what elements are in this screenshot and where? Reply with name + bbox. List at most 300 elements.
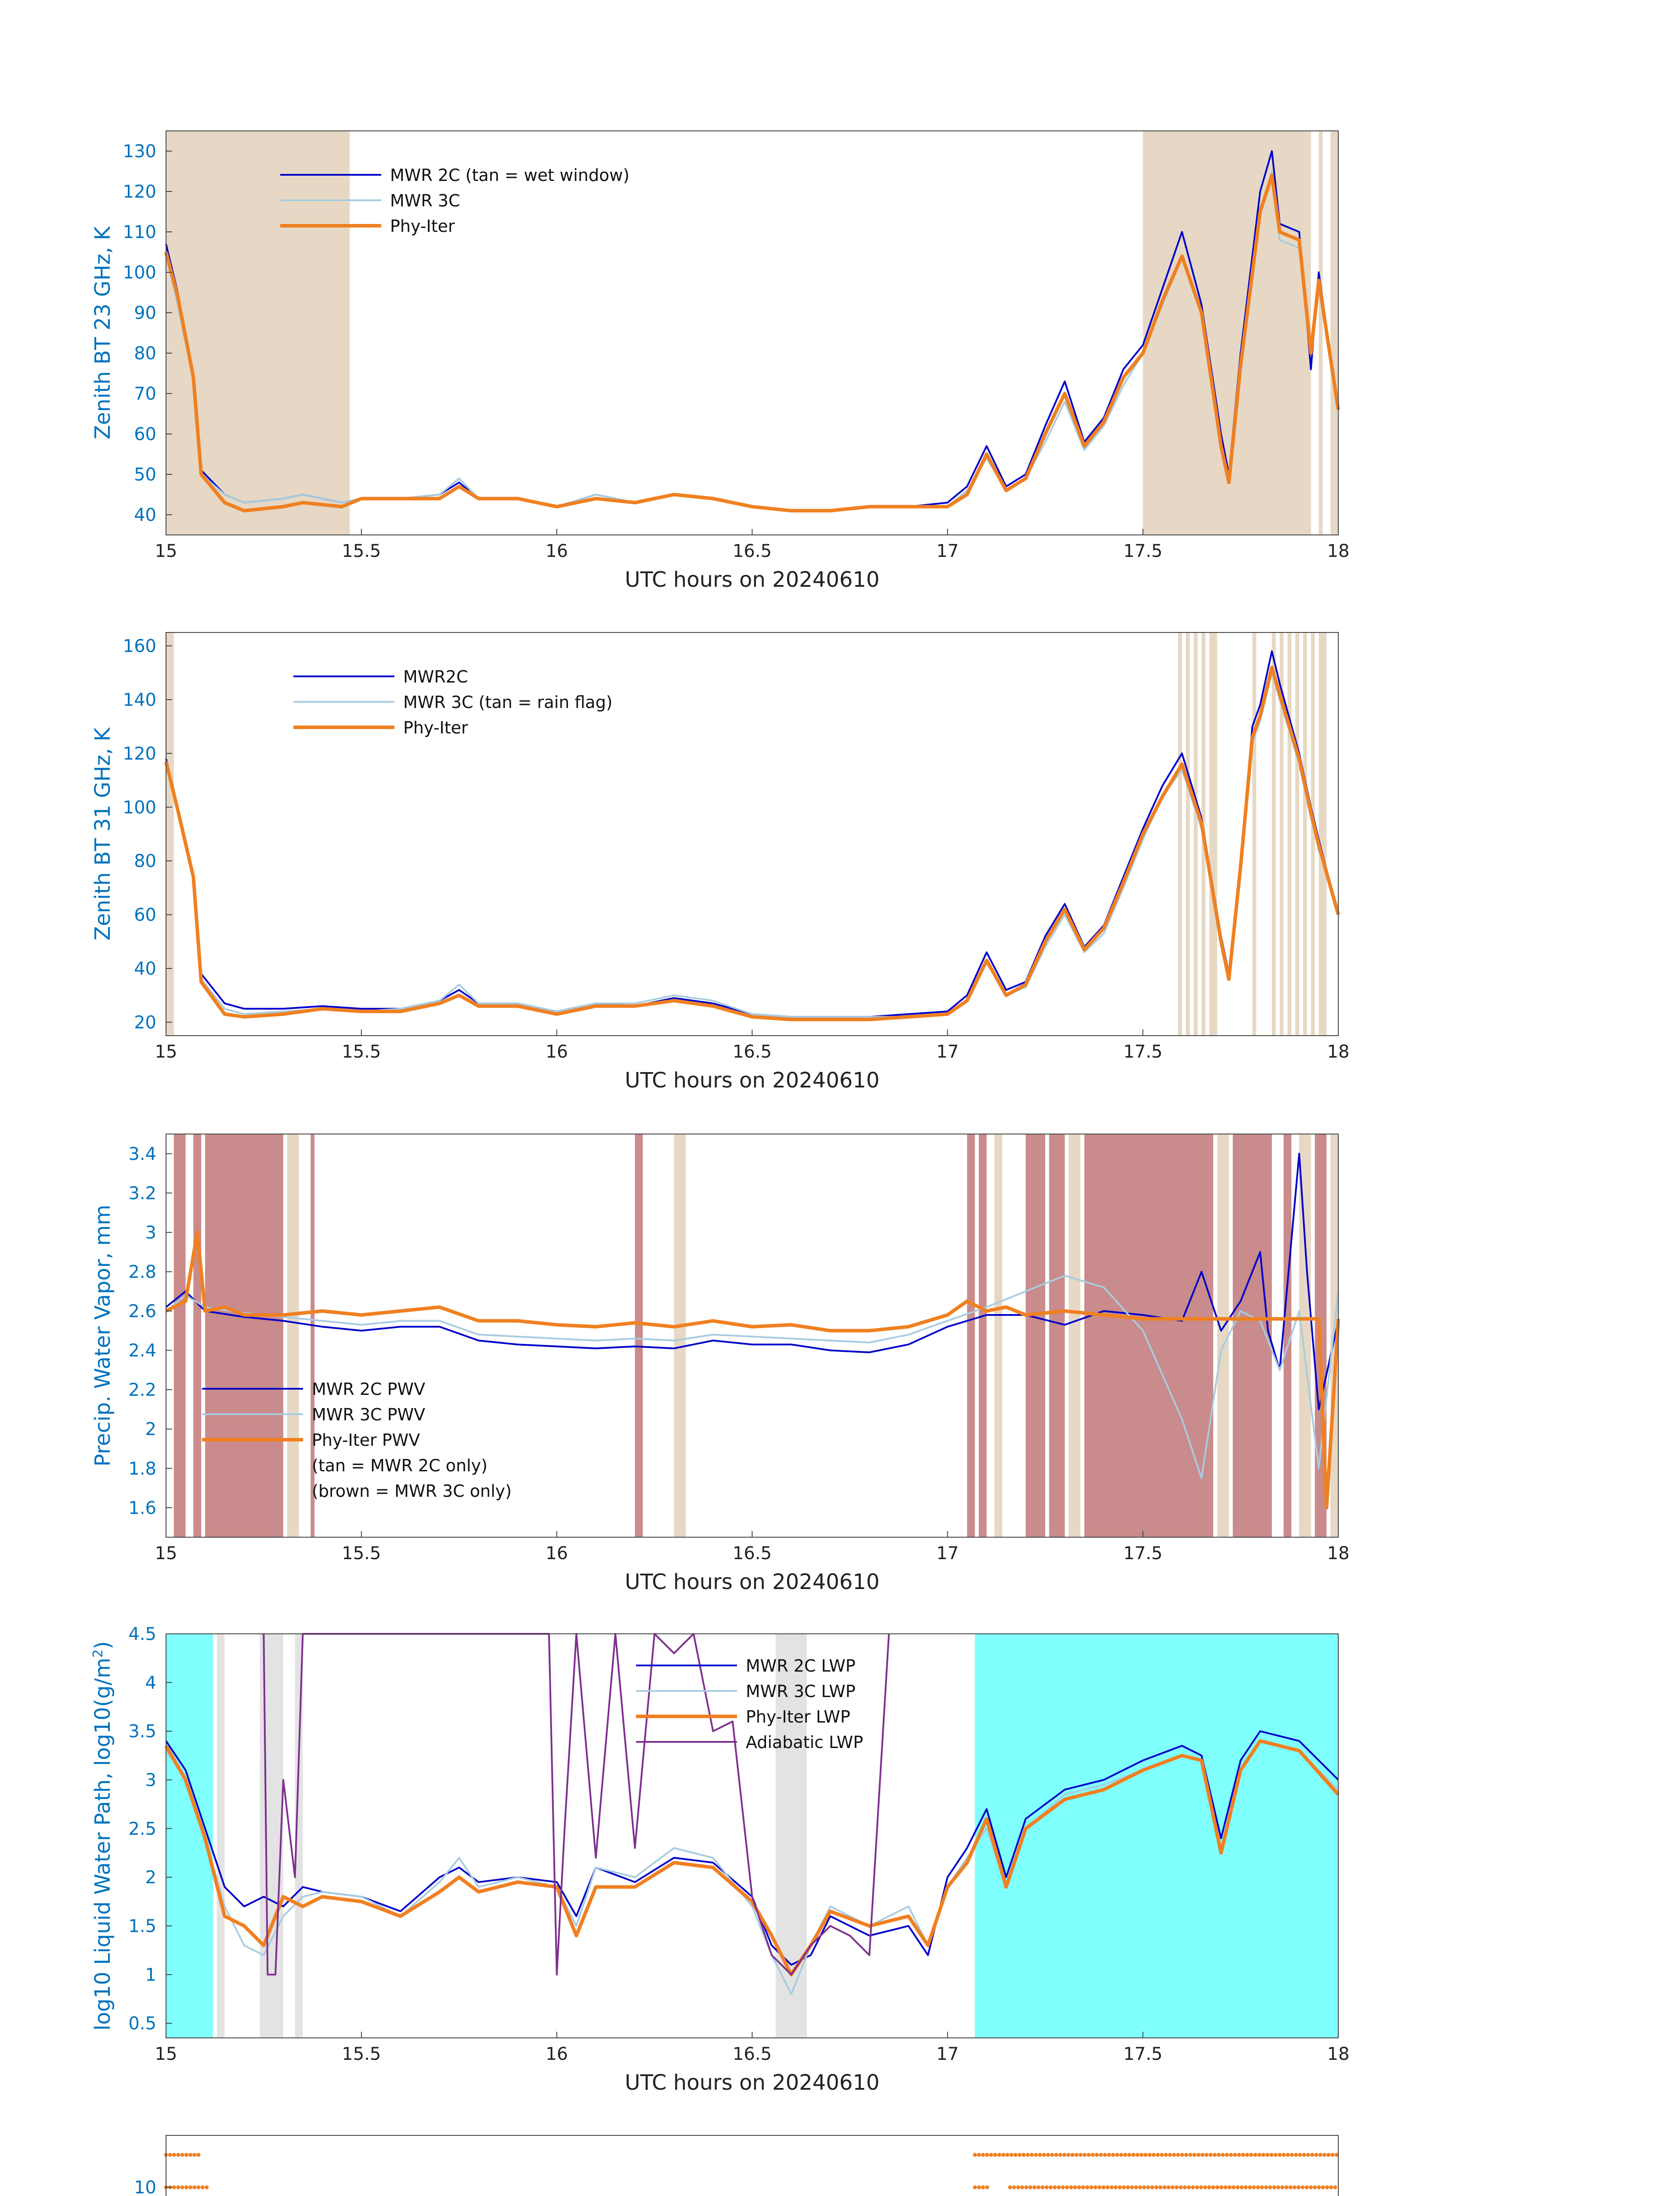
dq-flag-point: [1026, 2153, 1030, 2157]
x-tick-label: 18: [1327, 1543, 1350, 1564]
y-tick-label: 100: [123, 263, 156, 283]
dq-flag-point: [1024, 2185, 1028, 2189]
dq-flag-point: [1187, 2185, 1191, 2189]
panel-3-x-axis-label: UTC hours on 20240610: [625, 1570, 880, 1594]
dq-flag-point: [1091, 2153, 1095, 2157]
dq-flag-point: [1012, 2185, 1016, 2189]
dq-flag-point: [1213, 2153, 1217, 2157]
dq-flag-point: [1326, 2153, 1330, 2157]
dq-flag-point: [1020, 2185, 1024, 2189]
dq-flag-point: [1183, 2185, 1187, 2189]
x-tick-label: 16.5: [732, 541, 772, 561]
y-tick-label: 40: [134, 505, 156, 525]
y-tick-label: 3.5: [128, 1721, 156, 1742]
dq-flag-point: [1322, 2153, 1326, 2157]
panel-1-x-axis-label: UTC hours on 20240610: [625, 567, 880, 592]
panel-3-legend-note-tan: (tan = MWR 2C only): [312, 1456, 488, 1475]
panel-3-legend-label-phy-iter: Phy-Iter PWV: [312, 1430, 420, 1450]
dq-flag-point: [1289, 2185, 1293, 2189]
y-tick-label: 0.5: [128, 2013, 156, 2034]
dq-flag-point: [973, 2185, 977, 2189]
dq-flag-point: [1016, 2185, 1020, 2189]
y-tick-label: 2: [145, 1867, 156, 1888]
dq-flag-point: [1049, 2185, 1053, 2189]
dq-flag-point: [1272, 2185, 1276, 2189]
x-tick-label: 16.5: [732, 1042, 772, 1062]
dq-flag-point: [1179, 2185, 1183, 2189]
y-tick-label: 4.5: [128, 1624, 156, 1644]
y-tick-label: 2.5: [128, 1819, 156, 1839]
dq-flag-point: [1282, 2153, 1286, 2157]
x-tick-label: 17.5: [1123, 541, 1163, 561]
dq-flag-point: [1118, 2185, 1122, 2189]
panel-4-legend-label-phy-iter: Phy-Iter LWP: [746, 1707, 850, 1726]
y-tick-label: 60: [134, 905, 156, 925]
dq-flag-point: [1079, 2153, 1083, 2157]
dq-flag-point: [1319, 2153, 1322, 2157]
dq-flag-point: [1264, 2185, 1268, 2189]
dq-flag-point: [1219, 2185, 1223, 2189]
dq-flag-point: [1138, 2185, 1142, 2189]
dq-flag-point: [1038, 2153, 1042, 2157]
dq-flag-point: [1171, 2185, 1174, 2189]
panel-2-shaded-region: [166, 632, 174, 1036]
dq-flag-point: [1070, 2153, 1074, 2157]
dq-flag-point: [168, 2153, 172, 2157]
dq-flag-point: [1298, 2153, 1302, 2157]
dq-flag-point: [1209, 2153, 1213, 2157]
panel-3-shaded-region: [979, 1134, 987, 1537]
panel-4-x-axis-label: UTC hours on 20240610: [625, 2070, 880, 2095]
dq-flag-point: [1102, 2185, 1106, 2189]
dq-flag-point: [1203, 2185, 1207, 2189]
dq-flag-point: [1168, 2153, 1172, 2157]
dq-flag-point: [1333, 2185, 1337, 2189]
panel-2-shaded-region: [1209, 632, 1217, 1036]
y-tick-label: 50: [134, 465, 156, 485]
dq-flag-point: [1175, 2185, 1179, 2189]
dq-flag-point: [1244, 2185, 1248, 2189]
dq-flag-point: [1114, 2185, 1118, 2189]
dq-flag-point: [1305, 2185, 1309, 2189]
panel-4-shaded-region: [260, 1634, 283, 2038]
x-tick-label: 16.5: [732, 2044, 772, 2064]
panel-3-shaded-region: [287, 1134, 299, 1537]
dq-flag-point: [1232, 2185, 1236, 2189]
panel-3-legend-label-mwr2c: MWR 2C PWV: [312, 1380, 426, 1399]
panel-3-shaded-region: [1069, 1134, 1080, 1537]
dq-flag-point: [1260, 2185, 1264, 2189]
panel-3-shaded-region: [193, 1134, 201, 1537]
x-tick-label: 16: [546, 2044, 568, 2064]
dq-flag-point: [1261, 2153, 1265, 2157]
x-tick-label: 15: [155, 1543, 177, 1564]
dq-flag-point: [1065, 2185, 1069, 2189]
panel-3-y-axis-label: Precip. Water Vapor, mm: [90, 1204, 115, 1467]
x-tick-label: 17: [936, 1042, 959, 1062]
dq-flag-point: [1249, 2153, 1253, 2157]
y-tick-label: 160: [123, 636, 156, 657]
dq-flag-point: [181, 2185, 184, 2189]
x-tick-label: 15: [155, 1042, 177, 1062]
x-tick-label: 17: [936, 2044, 959, 2064]
dq-flag-point: [1030, 2153, 1034, 2157]
dq-flag-point: [1330, 2153, 1334, 2157]
y-tick-label: 1.6: [128, 1498, 156, 1518]
dq-flag-point: [1284, 2185, 1288, 2189]
dq-flag-point: [1103, 2153, 1107, 2157]
panel-1-legend-label-mwr2c: MWR 2C (tan = wet window): [390, 166, 630, 185]
dq-flag-point: [985, 2153, 989, 2157]
y-tick-label: 10: [134, 2178, 156, 2196]
dq-flag-point: [1083, 2153, 1087, 2157]
dq-flag-point: [1270, 2153, 1274, 2157]
dq-flag-point: [1278, 2153, 1282, 2157]
dq-flag-point: [1274, 2153, 1278, 2157]
panel-2-x-axis-label: UTC hours on 20240610: [625, 1068, 880, 1093]
dq-flag-point: [1122, 2185, 1126, 2189]
dq-flag-point: [1034, 2153, 1038, 2157]
dq-flag-point: [1257, 2153, 1261, 2157]
dq-flag-point: [1099, 2153, 1103, 2157]
dq-flag-point: [1252, 2185, 1256, 2189]
dq-flag-point: [1081, 2185, 1085, 2189]
dq-flag-point: [1317, 2185, 1321, 2189]
dq-flag-point: [1126, 2185, 1130, 2189]
dq-flag-point: [197, 2153, 201, 2157]
dq-flag-point: [973, 2153, 977, 2157]
dq-flag-point: [1107, 2153, 1111, 2157]
panel-4-legend-label-adiabatic: Adiabatic LWP: [746, 1733, 863, 1752]
dq-flag-point: [1189, 2153, 1192, 2157]
y-tick-label: 80: [134, 851, 156, 872]
dq-flag-point: [1150, 2185, 1154, 2189]
y-tick-label: 90: [134, 303, 156, 323]
dq-flag-point: [1085, 2185, 1089, 2189]
dq-flag-point: [1066, 2153, 1070, 2157]
dq-flag-point: [1180, 2153, 1184, 2157]
y-tick-label: 2.8: [128, 1262, 156, 1282]
panel-1-shaded-region: [1330, 131, 1338, 535]
dq-flag-point: [1028, 2185, 1032, 2189]
dq-flag-point: [1037, 2185, 1041, 2189]
y-tick-label: 2.4: [128, 1340, 156, 1361]
dq-flag-point: [1215, 2185, 1219, 2189]
dq-flag-point: [1163, 2185, 1167, 2189]
dq-flag-point: [993, 2153, 997, 2157]
dq-flag-point: [197, 2185, 201, 2189]
dq-flag-point: [1124, 2153, 1127, 2157]
dq-flag-point: [1254, 2153, 1257, 2157]
x-tick-label: 15.5: [342, 1042, 381, 1062]
panel-3-shaded-region: [674, 1134, 686, 1537]
dq-flag-point: [1313, 2185, 1317, 2189]
dq-flag-point: [977, 2185, 981, 2189]
dq-flag-point: [989, 2153, 993, 2157]
dq-flag-point: [1160, 2153, 1164, 2157]
panel-3-legend-note-brown: (brown = MWR 3C only): [312, 1481, 512, 1501]
dq-flag-point: [1248, 2185, 1252, 2189]
dq-flag-point: [981, 2153, 985, 2157]
panel-3-shaded-region: [174, 1134, 186, 1537]
dq-flag-point: [1089, 2185, 1093, 2189]
y-tick-label: 110: [123, 222, 156, 242]
dq-flag-point: [1297, 2185, 1301, 2189]
dq-flag-point: [1199, 2185, 1203, 2189]
panel-4-y-axis-label: [90, 1641, 116, 2031]
x-tick-label: 17: [936, 1543, 959, 1564]
dq-flag-point: [1148, 2153, 1152, 2157]
panel-1-legend-label-phy-iter: Phy-Iter: [390, 217, 455, 236]
dq-flag-point: [1314, 2153, 1318, 2157]
y-tick-label: 4: [145, 1672, 156, 1693]
dq-flag-point: [1200, 2153, 1204, 2157]
dq-flag-point: [184, 2185, 188, 2189]
dq-flag-point: [1008, 2185, 1012, 2189]
dq-flag-point: [1164, 2153, 1168, 2157]
panel-3-legend-label-mwr3c: MWR 3C PWV: [312, 1405, 426, 1424]
panel-2-legend-label-mwr2c: MWR2C: [403, 667, 468, 686]
dq-flag-point: [1074, 2153, 1078, 2157]
dq-flag-point: [1286, 2153, 1290, 2157]
dq-flag-point: [1127, 2153, 1131, 2157]
panel-2-shaded-region: [1319, 632, 1327, 1036]
dq-flag-point: [1310, 2153, 1314, 2157]
dq-flag-point: [1211, 2185, 1215, 2189]
x-tick-label: 15: [155, 2044, 177, 2064]
y-tick-label: 100: [123, 797, 156, 818]
dq-flag-point: [1172, 2153, 1176, 2157]
y-tick-label: 80: [134, 343, 156, 364]
dq-flag-point: [1293, 2185, 1297, 2189]
dq-flag-point: [1001, 2153, 1005, 2157]
panel-2-legend-label-mwr3c: MWR 3C (tan = rain flag): [403, 693, 613, 712]
panel-3-shaded-region: [1049, 1134, 1065, 1537]
dq-flag-point: [1142, 2185, 1146, 2189]
dq-flag-point: [1131, 2153, 1135, 2157]
panel-3-shaded-region: [1026, 1134, 1045, 1537]
panel-1-legend-label-mwr3c: MWR 3C: [390, 191, 460, 210]
dq-flag-point: [188, 2153, 192, 2157]
dq-flag-point: [1154, 2185, 1158, 2189]
x-tick-label: 15.5: [342, 2044, 381, 2064]
panel-4-shaded-region: [975, 1634, 1338, 2038]
dq-flag-point: [1325, 2185, 1329, 2189]
dq-flag-point: [1228, 2185, 1232, 2189]
dq-flag-point: [1018, 2153, 1022, 2157]
dq-flag-point: [1329, 2185, 1333, 2189]
panel-2-shaded-region: [1295, 632, 1299, 1036]
panel-4-y-axis-label-main: log10 Liquid Water Path, log10(g/m: [90, 1658, 115, 2031]
dq-flag-point: [1073, 2185, 1077, 2189]
dq-flag-point: [1014, 2153, 1018, 2157]
dq-flag-point: [1042, 2153, 1046, 2157]
y-tick-label: 20: [134, 1012, 156, 1033]
dq-flag-point: [1184, 2153, 1188, 2157]
dq-flag-point: [997, 2153, 1001, 2157]
panel-4-legend-label-mwr2c: MWR 2C LWP: [746, 1656, 856, 1676]
dq-flag-point: [1115, 2153, 1119, 2157]
panel-3-shaded-region: [205, 1134, 283, 1537]
dq-flag-point: [1268, 2185, 1272, 2189]
dq-flag-point: [1294, 2153, 1298, 2157]
dq-flag-point: [1309, 2185, 1313, 2189]
dq-flag-point: [201, 2185, 205, 2189]
dq-flag-point: [1062, 2153, 1066, 2157]
y-tick-label: 1.8: [128, 1459, 156, 1479]
panel-2-shaded-region: [1178, 632, 1182, 1036]
y-tick-label: 60: [134, 424, 156, 444]
dq-flag-point: [977, 2153, 981, 2157]
dq-flag-point: [1046, 2153, 1050, 2157]
dq-flag-point: [1306, 2153, 1310, 2157]
dq-flag-point: [181, 2153, 184, 2157]
dq-flag-point: [1094, 2185, 1098, 2189]
dq-flag-point: [1321, 2185, 1325, 2189]
dq-flag-point: [1009, 2153, 1013, 2157]
dq-flag-point: [176, 2185, 180, 2189]
panel-3-shaded-region: [1299, 1134, 1311, 1537]
y-tick-label: 2: [145, 1419, 156, 1440]
dq-flag-point: [1191, 2185, 1195, 2189]
x-tick-label: 16: [546, 1042, 568, 1062]
dq-flag-point: [184, 2153, 188, 2157]
dq-flag-point: [1236, 2185, 1239, 2189]
panel-2-shaded-region: [1252, 632, 1256, 1036]
y-tick-label: 70: [134, 384, 156, 404]
panel-4-y-axis-label-suffix: ): [90, 1641, 115, 1650]
x-tick-label: 15: [155, 541, 177, 561]
dq-flag-point: [1135, 2153, 1139, 2157]
dq-flag-point: [1217, 2153, 1221, 2157]
dq-flag-point: [172, 2153, 176, 2157]
panel-3-shaded-region: [311, 1134, 314, 1537]
dq-flag-point: [1290, 2153, 1294, 2157]
dq-flag-point: [1134, 2185, 1138, 2189]
dq-flag-point: [1111, 2153, 1115, 2157]
dq-flag-point: [205, 2185, 209, 2189]
dq-flag-point: [1229, 2153, 1233, 2157]
dq-flag-point: [981, 2185, 985, 2189]
x-tick-label: 15.5: [342, 541, 381, 561]
y-tick-label: 1.5: [128, 1916, 156, 1937]
dq-flag-point: [1195, 2185, 1199, 2189]
dq-flag-point: [1196, 2153, 1200, 2157]
dq-flag-point: [1225, 2153, 1229, 2157]
dq-flag-point: [1061, 2185, 1065, 2189]
dq-flag-point: [192, 2153, 196, 2157]
panel-3-shaded-region: [994, 1134, 1002, 1537]
y-tick-label: 3: [145, 1770, 156, 1791]
dq-flag-point: [188, 2185, 192, 2189]
dq-flag-point: [1233, 2153, 1237, 2157]
dq-flag-point: [1050, 2153, 1054, 2157]
panel-1-shaded-region: [166, 131, 350, 535]
dq-flag-point: [1041, 2185, 1044, 2189]
dq-flag-point: [176, 2153, 180, 2157]
y-tick-label: 3: [145, 1222, 156, 1243]
dq-flag-point: [1095, 2153, 1099, 2157]
dq-flag-point: [1221, 2153, 1225, 2157]
x-tick-label: 17.5: [1123, 1543, 1163, 1564]
dq-flag-point: [1005, 2153, 1009, 2157]
dq-flag-point: [1256, 2185, 1260, 2189]
panel-2-shaded-region: [1186, 632, 1190, 1036]
panel-2-shaded-region: [1272, 632, 1276, 1036]
panel-3-shaded-region: [1084, 1134, 1214, 1537]
dq-flag-point: [1110, 2185, 1114, 2189]
dq-flag-point: [1098, 2185, 1102, 2189]
panel-3-shaded-region: [1217, 1134, 1229, 1537]
dq-flag-point: [1265, 2153, 1269, 2157]
y-tick-label: 1: [145, 1965, 156, 1985]
x-tick-label: 18: [1327, 541, 1350, 561]
dq-flag-point: [1276, 2185, 1280, 2189]
panel-2-y-axis-label: Zenith BT 31 GHz, K: [90, 727, 115, 941]
dq-flag-point: [1302, 2153, 1306, 2157]
x-tick-label: 16.5: [732, 1543, 772, 1564]
dq-flag-point: [1240, 2185, 1244, 2189]
y-tick-label: 2.2: [128, 1380, 156, 1401]
dq-flag-point: [1077, 2185, 1081, 2189]
y-tick-label: 120: [123, 744, 156, 764]
dq-flag-point: [1045, 2185, 1049, 2189]
y-tick-label: 130: [123, 141, 156, 162]
dq-flag-point: [1159, 2185, 1163, 2189]
y-tick-label: 3.2: [128, 1183, 156, 1204]
dq-flag-point: [1058, 2153, 1062, 2157]
dq-flag-point: [1106, 2185, 1109, 2189]
dq-flag-point: [1140, 2153, 1144, 2157]
dq-flag-point: [1237, 2153, 1241, 2157]
dq-flag-point: [1224, 2185, 1228, 2189]
dq-flag-point: [192, 2185, 196, 2189]
panel-2-shaded-region: [1303, 632, 1307, 1036]
dq-flag-point: [1176, 2153, 1180, 2157]
panel-2-shaded-region: [1287, 632, 1291, 1036]
x-tick-label: 18: [1327, 1042, 1350, 1062]
dq-flag-point: [1301, 2185, 1304, 2189]
dq-flag-point: [1130, 2185, 1134, 2189]
panel-4-legend-label-mwr3c: MWR 3C LWP: [746, 1682, 856, 1701]
dq-flag-point: [1167, 2185, 1171, 2189]
dq-flag-point: [1146, 2185, 1150, 2189]
x-tick-label: 17: [936, 541, 959, 561]
dq-flag-point: [1280, 2185, 1284, 2189]
dq-flag-point: [1119, 2153, 1123, 2157]
dq-flag-point: [985, 2185, 989, 2189]
dq-flag-point: [1144, 2153, 1148, 2157]
panel-1-y-axis-label: Zenith BT 23 GHz, K: [90, 226, 115, 440]
dq-flag-point: [172, 2185, 176, 2189]
dq-flag-point: [1245, 2153, 1249, 2157]
panel-2-legend-label-phy-iter: Phy-Iter: [403, 718, 468, 737]
y-tick-label: 2.6: [128, 1301, 156, 1322]
dq-flag-point: [1192, 2153, 1196, 2157]
panel-4-y-axis-label-sup: 2: [90, 1649, 106, 1658]
y-tick-label: 140: [123, 690, 156, 710]
x-tick-label: 17.5: [1123, 1042, 1163, 1062]
dq-flag-point: [1033, 2185, 1037, 2189]
x-tick-label: 15.5: [342, 1543, 381, 1564]
dq-flag-point: [1069, 2185, 1073, 2189]
dq-flag-point: [1087, 2153, 1091, 2157]
panel-3-shaded-region: [635, 1134, 643, 1537]
panel-2-shaded-region: [1194, 632, 1198, 1036]
dq-flag-point: [1207, 2185, 1211, 2189]
dq-flag-point: [1152, 2153, 1156, 2157]
y-tick-label: 40: [134, 959, 156, 979]
